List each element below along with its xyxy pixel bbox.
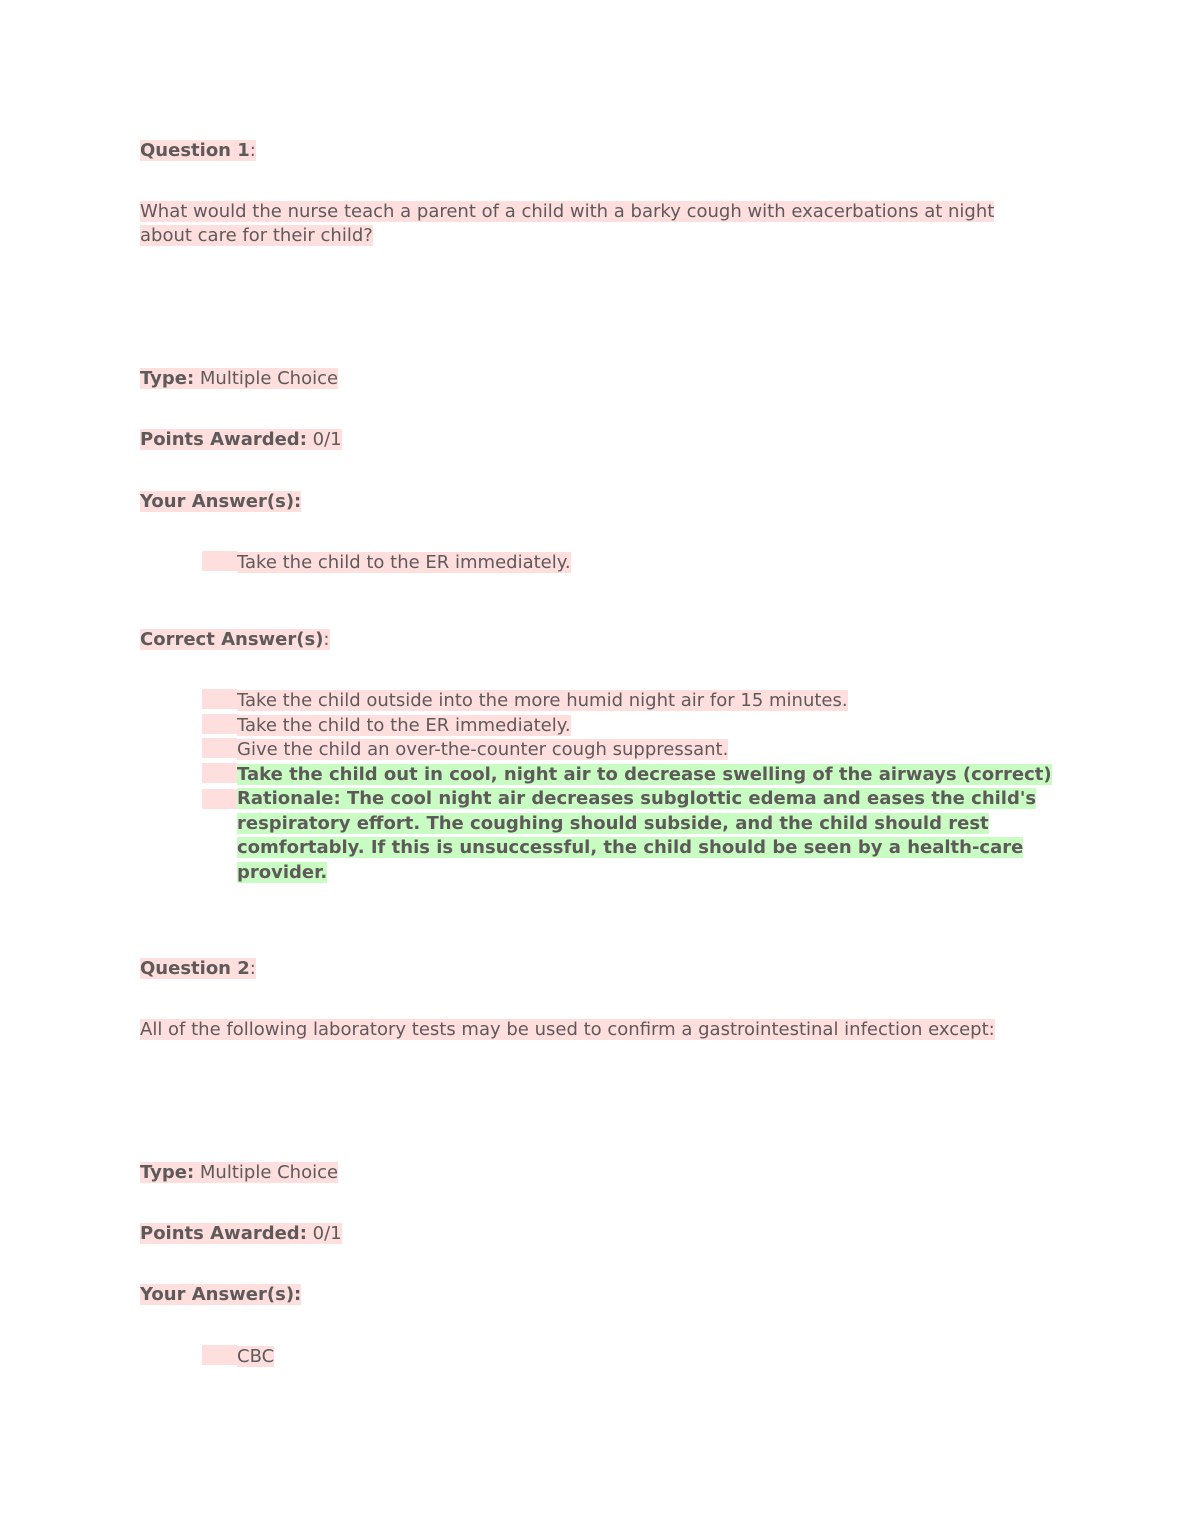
question-2-type: Type: Multiple Choice xyxy=(140,1162,339,1183)
question-2-your-answer-item: CBC xyxy=(202,1345,274,1369)
question-1-heading: Question 1: xyxy=(140,140,256,161)
answer-bullet xyxy=(202,551,237,571)
answer-bullet xyxy=(202,714,237,734)
question-1-rationale: Rationale: The cool night air decreases subglottic edema and eases the child's respiratory effort. The coughing should subside, and the child should rest comfortably. If this is unsuccessful, the child should be seen by a health-care provider. xyxy=(202,787,1042,885)
question-1-points: Points Awarded: 0/1 xyxy=(140,429,342,450)
question-1-text: What would the nurse teach a parent of a child with a barky cough with exacerbations at night about care for their child? xyxy=(140,201,995,246)
question-2-text: All of the following laboratory tests may be used to confirm a gastrointestinal infection except: xyxy=(140,1019,995,1040)
answer-bullet xyxy=(202,1345,237,1365)
question-1-correct-answers-label: Correct Answer(s): xyxy=(140,629,330,650)
question-2-your-answers-label: Your Answer(s): xyxy=(140,1284,302,1305)
question-1-type: Type: Multiple Choice xyxy=(140,368,339,389)
answer-bullet xyxy=(202,763,237,783)
question-2-points: Points Awarded: 0/1 xyxy=(140,1223,342,1244)
question-1-correct-choice: Take the child out in cool, night air to decrease swelling of the airways (correct) xyxy=(202,763,1052,787)
question-1-your-answers-label: Your Answer(s): xyxy=(140,491,302,512)
question-1-answer-option: Take the child outside into the more humid night air for 15 minutes. xyxy=(202,689,848,713)
question-1-your-answer-item: Take the child to the ER immediately. xyxy=(202,551,571,575)
question-1-answer-option: Give the child an over-the-counter cough suppressant. xyxy=(202,738,728,762)
question-2-heading: Question 2: xyxy=(140,958,256,979)
answer-bullet xyxy=(202,689,237,709)
question-1-answer-option: Take the child to the ER immediately. xyxy=(202,714,571,738)
answer-bullet xyxy=(202,738,237,758)
answer-bullet xyxy=(202,789,237,809)
